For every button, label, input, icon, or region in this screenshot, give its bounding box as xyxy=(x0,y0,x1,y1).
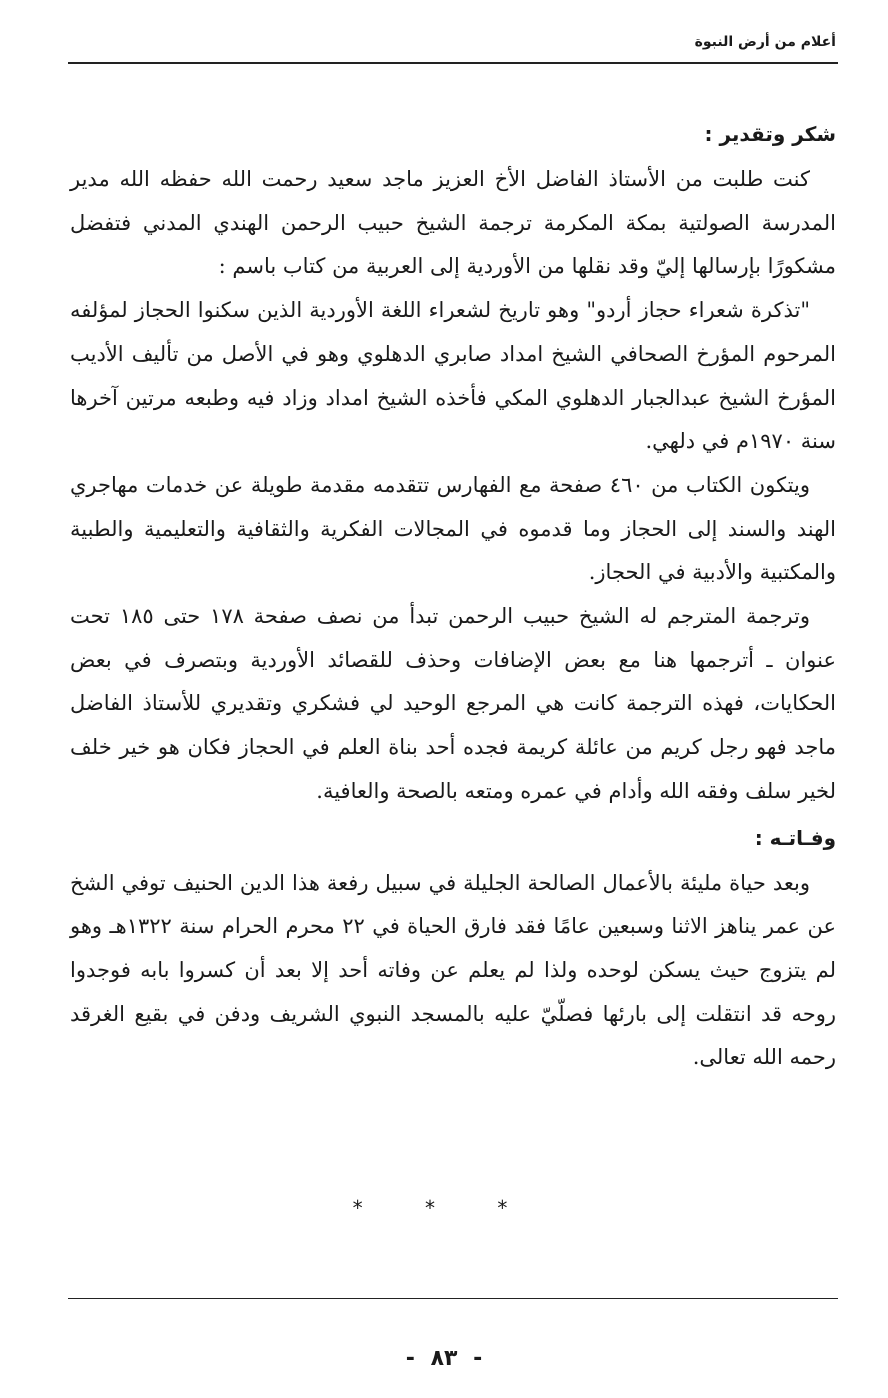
header-rule xyxy=(68,62,838,64)
section-separator: * * * xyxy=(352,1196,536,1220)
section-heading-acknowledgement: شكر وتقدير : xyxy=(704,122,836,146)
acknowledgement-section xyxy=(70,110,836,814)
footer-rule xyxy=(68,1298,838,1299)
paragraph: وبعد حياة مليئة بالأعمال الصالحة الجليلة في سبيل رفعة هذا الدين الحنيف توفي الشخ عن عمر يناهز الاثنا وسبعين عامًا فقد فارق الحياة في ٢٢ محرم الحرام سنة ١٣٢٢هـ وهو لم يتزوج حيث يسكن لوحده ولذا لم يعلم عن وفاته أحد إلا بعد أن كسروا بابه فوجدوا روحه قد انتقلت إلى بارئها فصلّيّ عليه بالمسجد النبوي الشريف ودفن في بقيع الغرقد رحمه الله تعالى. xyxy=(70,870,837,1070)
section-heading-death: وفـاتـه : xyxy=(754,825,836,850)
paragraph: وترجمة المترجم له الشيخ حبيب الرحمن تبدأ من نصف صفحة ١٧٨ حتى ١٨٥ تحت عنوان ـ أترجمها هنا مع بعض الإضافات وحذف للقصائد الأوردية وبتصرف في بعض الحكايات، فهذه الترجمة كانت هي المرجع الوحيد لي فشكري وتقديري للأستاذ الفاضل ماجد فهو رجل كريم من عائلة كريمة فجده أحد بناة العلم في الحجاز فكان هو خير خلف لخير سلف وفقه الله وأدام في عمره ومتعه بالصحة والعافية. xyxy=(70,604,836,803)
running-head: أعلام من أرض النبوة xyxy=(694,34,836,50)
death-section xyxy=(70,814,836,1081)
page-number: - ٨٣ - xyxy=(405,1346,483,1371)
paragraph: كنت طلبت من الأستاذ الفاضل الأخ العزيز ماجد سعيد رحمت الله حفظه الله مدير المدرسة الصولتية بمكة المكرمة ترجمة الشيخ حبيب الرحمن الهندي المدني فتفضل مشكورًا بإرسالها إليّ وقد نقلها من الأوردية إلى العربية من كتاب باسم : xyxy=(70,167,836,279)
paragraph: "تذكرة شعراء حجاز أردو" وهو تاريخ لشعراء اللغة الأوردية الذين سكنوا الحجاز لمؤلفه المرحوم المؤرخ الصحافي الشيخ امداد صابري الدهلوي وهو في الأصل من تأليف الأديب المؤرخ الشيخ عبدالجبار الدهلوي المكي فأخذه الشيخ امداد وزاد فيه وطبعه مرتين آخرها سنة ١٩٧٠م في دلهي. xyxy=(70,298,836,454)
paragraph: ويتكون الكتاب من ٤٦٠ صفحة مع الفهارس تتقدمه مقدمة طويلة عن خدمات مهاجري الهند والسند إلى الحجاز وما قدموه في المجالات الفكرية والثقافية والتعليمية والطبية والمكتبية والأدبية في الحجاز. xyxy=(70,472,836,585)
page-body xyxy=(70,110,836,1080)
